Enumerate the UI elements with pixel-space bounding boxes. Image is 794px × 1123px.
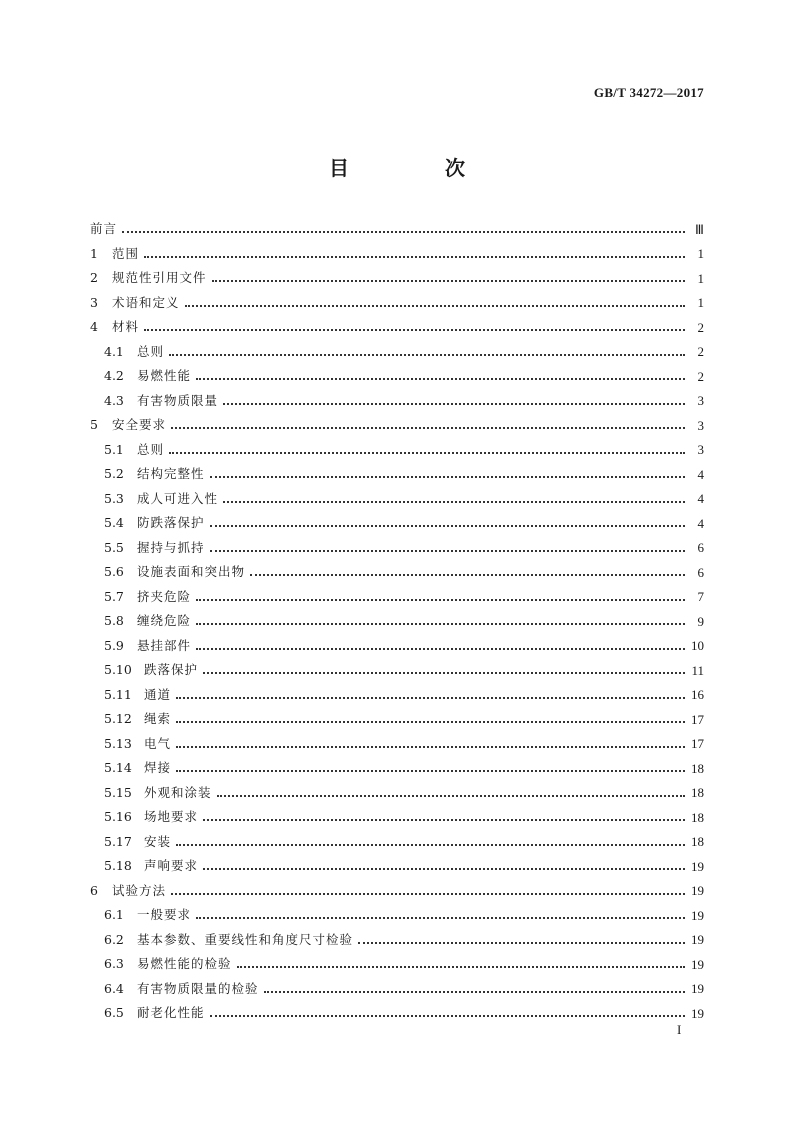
toc-entry-page: 9 (697, 613, 704, 629)
toc-leader-dots (196, 636, 685, 650)
toc-leader-dots (185, 293, 685, 307)
toc-entry-page: 6 (697, 540, 704, 556)
toc-entry-page: 10 (691, 638, 704, 654)
toc-entry-number: 5.18 (104, 858, 132, 873)
toc-entry-label: 试验方法 (112, 882, 167, 898)
toc-leader-dots (176, 758, 685, 772)
toc-entry-page: 7 (697, 589, 704, 605)
toc-entry-number: 6 (90, 882, 98, 898)
toc-entry-page: 17 (691, 736, 704, 752)
toc-entry-number: 5.11 (104, 686, 132, 702)
table-of-contents (90, 217, 704, 1026)
toc-entry-label: 安全要求 (112, 417, 167, 432)
toc-leader-dots (176, 734, 685, 748)
toc-entry[interactable] (90, 413, 704, 438)
toc-entry-number: 4.1 (104, 343, 124, 359)
toc-entry-number: 5.12 (104, 711, 132, 726)
toc-entry-label: 防跌落保护 (137, 515, 205, 530)
toc-leader-dots (210, 513, 685, 527)
standard-code: GB/T 34272—2017 (593, 85, 704, 100)
toc-entry-number: 5.9 (104, 637, 124, 653)
toc-entry-page: 2 (697, 319, 704, 335)
toc-leader-dots (264, 979, 685, 993)
toc-leader-dots (171, 415, 685, 429)
toc-leader-dots (358, 930, 685, 944)
toc-leader-dots (144, 317, 685, 331)
toc-entry-label: 悬挂部件 (137, 637, 192, 653)
toc-leader-dots (203, 807, 685, 821)
toc-leader-dots (144, 244, 685, 258)
toc-entry[interactable] (90, 266, 704, 291)
footer-page-number: I (677, 1022, 682, 1037)
toc-entry-label: 易燃性能 (137, 368, 192, 383)
toc-entry[interactable] (90, 585, 704, 610)
toc-leader-dots (196, 587, 685, 601)
toc-entry[interactable] (90, 511, 704, 536)
toc-leader-dots (122, 219, 685, 233)
toc-entry[interactable] (90, 658, 704, 683)
toc-entry-page: 19 (691, 858, 704, 874)
toc-leader-dots (176, 832, 685, 846)
toc-entry-number: 5.6 (104, 564, 124, 579)
toc-leader-dots (171, 881, 685, 895)
toc-entry-label: 一般要求 (137, 907, 192, 922)
toc-entry-label: 挤夹危险 (137, 588, 192, 604)
toc-leader-dots (250, 562, 685, 576)
toc-entry-label: 前言 (90, 221, 118, 236)
toc-entry-label: 耐老化性能 (137, 1005, 205, 1020)
page-title: 目 次 (329, 156, 503, 180)
toc-entry-number: 4.2 (104, 368, 124, 383)
toc-entry-label: 术语和定义 (112, 294, 180, 310)
toc-entry[interactable] (90, 879, 704, 904)
toc-entry-page: 18 (691, 785, 704, 801)
toc-entry-number: 5.14 (104, 760, 132, 775)
toc-entry[interactable] (90, 805, 704, 830)
toc-entry-label: 有害物质限量 (137, 392, 219, 408)
toc-entry[interactable] (90, 683, 704, 708)
toc-entry-page: 19 (691, 956, 704, 972)
toc-entry-label: 易燃性能的检验 (137, 956, 232, 971)
toc-entry-label: 总则 (137, 441, 165, 457)
toc-leader-dots (196, 611, 685, 625)
toc-entry-label: 跌落保护 (144, 662, 199, 677)
toc-entry-label: 规范性引用文件 (112, 270, 207, 285)
toc-entry[interactable] (90, 291, 704, 316)
toc-leader-dots (223, 489, 685, 503)
toc-entry[interactable] (90, 903, 704, 928)
toc-entry-page: 1 (697, 270, 704, 286)
toc-entry-page: 16 (691, 687, 704, 703)
toc-entry-label: 结构完整性 (137, 466, 205, 481)
toc-entry[interactable] (90, 1001, 704, 1026)
toc-entry[interactable] (90, 242, 704, 267)
toc-entry[interactable] (90, 609, 704, 634)
toc-entry-label: 外观和涂装 (144, 784, 212, 800)
toc-entry-page: 19 (691, 883, 704, 899)
toc-entry-number: 5.1 (104, 441, 124, 457)
toc-entry-label: 声响要求 (144, 858, 199, 873)
toc-entry-label: 设施表面和突出物 (137, 564, 246, 579)
toc-entry-number: 2 (90, 270, 98, 285)
toc-entry[interactable] (90, 634, 704, 659)
toc-entry-label: 缠绕危险 (137, 613, 192, 628)
toc-entry[interactable] (90, 756, 704, 781)
toc-entry-label: 握持与抓持 (137, 539, 205, 555)
toc-entry[interactable] (90, 928, 704, 953)
toc-leader-dots (169, 342, 685, 356)
toc-entry-number: 5.15 (104, 784, 132, 800)
toc-leader-dots (217, 783, 685, 797)
toc-entry-number: 6.3 (104, 956, 124, 971)
toc-leader-dots (203, 660, 685, 674)
toc-leader-dots (196, 905, 685, 919)
toc-entry[interactable] (90, 217, 704, 242)
toc-entry-number: 5.8 (104, 613, 124, 628)
toc-entry[interactable] (90, 438, 704, 463)
toc-leader-dots (176, 709, 685, 723)
toc-entry-number: 5.10 (104, 662, 132, 677)
toc-leader-dots (223, 391, 685, 405)
toc-entry-page: 3 (697, 393, 704, 409)
toc-entry-label: 范围 (112, 245, 140, 261)
toc-entry-page: 2 (697, 368, 704, 384)
toc-entry-number: 5.13 (104, 735, 132, 751)
toc-entry[interactable] (90, 364, 704, 389)
toc-entry-number: 1 (90, 245, 98, 261)
toc-entry[interactable] (90, 707, 704, 732)
toc-entry-number: 6.5 (104, 1005, 124, 1020)
toc-entry-number: 5.17 (104, 833, 132, 849)
toc-leader-dots (176, 685, 685, 699)
toc-entry-number: 6.2 (104, 931, 124, 947)
toc-entry-number: 5.16 (104, 809, 132, 824)
toc-entry-number: 5.4 (104, 515, 124, 530)
toc-entry-page: 3 (697, 417, 704, 433)
toc-entry-page: 4 (697, 491, 704, 507)
toc-entry-page: 11 (691, 662, 704, 678)
toc-entry-number: 4.3 (104, 392, 124, 408)
toc-entry-number: 5.5 (104, 539, 124, 555)
toc-entry-label: 材料 (112, 319, 140, 334)
toc-entry-page: 18 (691, 760, 704, 776)
toc-entry-page: 18 (691, 834, 704, 850)
toc-entry-page: 6 (697, 564, 704, 580)
toc-entry-label: 绳索 (144, 711, 172, 726)
toc-entry-number: 5.7 (104, 588, 124, 604)
toc-leader-dots (210, 464, 685, 478)
toc-leader-dots (196, 366, 685, 380)
toc-entry-page: 1 (697, 295, 704, 311)
toc-leader-dots (210, 1003, 685, 1017)
toc-leader-dots (210, 538, 685, 552)
toc-entry-label: 场地要求 (144, 809, 199, 824)
toc-leader-dots (212, 268, 685, 282)
toc-entry-page: 3 (697, 442, 704, 458)
toc-entry-number: 5.3 (104, 490, 124, 506)
toc-entry[interactable] (90, 487, 704, 512)
toc-entry-page: 19 (691, 932, 704, 948)
toc-entry-label: 成人可进入性 (137, 490, 219, 506)
toc-leader-dots (169, 440, 685, 454)
toc-entry-page: 19 (691, 907, 704, 923)
toc-entry[interactable] (90, 340, 704, 365)
toc-entry[interactable] (90, 952, 704, 977)
toc-leader-dots (237, 954, 685, 968)
toc-entry-label: 电气 (144, 735, 172, 751)
toc-entry-number: 4 (90, 319, 98, 334)
toc-entry-page: 19 (691, 1005, 704, 1021)
toc-entry-number: 6.4 (104, 980, 124, 996)
toc-entry[interactable] (90, 854, 704, 879)
toc-entry-label: 通道 (144, 686, 172, 702)
toc-entry[interactable] (90, 781, 704, 806)
toc-entry[interactable] (90, 732, 704, 757)
toc-entry[interactable] (90, 315, 704, 340)
toc-entry[interactable] (90, 560, 704, 585)
toc-entry-label: 安装 (144, 833, 172, 849)
toc-entry-label: 基本参数、重要线性和角度尺寸检验 (137, 931, 354, 947)
toc-entry-number: 3 (90, 294, 98, 310)
toc-entry-page: 17 (691, 711, 704, 727)
toc-entry-label: 有害物质限量的检验 (137, 980, 259, 996)
toc-entry[interactable] (90, 536, 704, 561)
toc-entry-page: 1 (697, 246, 704, 262)
toc-entry-page: 19 (691, 981, 704, 997)
toc-entry-page: 4 (697, 466, 704, 482)
toc-entry-number: 5 (90, 417, 98, 432)
toc-entry-number: 6.1 (104, 907, 124, 922)
toc-entry-number: 5.2 (104, 466, 124, 481)
toc-entry-label: 焊接 (144, 760, 172, 775)
toc-entry[interactable] (90, 830, 704, 855)
toc-entry-page: Ⅲ (695, 221, 704, 237)
toc-entry-label: 总则 (137, 343, 165, 359)
toc-entry-page: 4 (697, 515, 704, 531)
toc-entry-page: 18 (691, 809, 704, 825)
toc-entry[interactable] (90, 389, 704, 414)
toc-entry-page: 2 (697, 344, 704, 360)
toc-entry[interactable] (90, 462, 704, 487)
toc-leader-dots (203, 856, 685, 870)
toc-entry[interactable] (90, 977, 704, 1002)
